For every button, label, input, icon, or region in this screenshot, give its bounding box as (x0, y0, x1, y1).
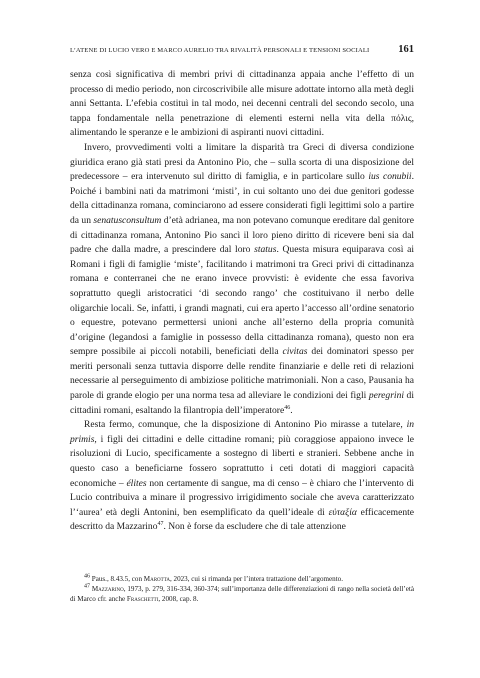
text-run: efficacemente descritto da Mazzarino (70, 506, 414, 533)
text-run: , i figli dei cittadini e delle cittadine romani; più coraggiose appaiono invece le risoluzioni di Lucio, specificamente a sostegno di liberti e stranieri. Sebbene anche in questo caso a beneficiarne fossero soprattutto i ceti dotati di maggiori capacità economiche – (70, 433, 414, 489)
author-name: Marotta (143, 575, 170, 583)
footnote-ref: 46 (284, 404, 291, 411)
italic-term: status (254, 244, 277, 256)
paragraph (70, 141, 414, 418)
text-run: senza così significativa di membri privi di cittadinanza appaia anche l’effetto di un processo di medio periodo, non circoscrivibile alle misure adottate intorno alla metà degli anni Settanta. L’efebia costituì in tal modo, nei decenni centrali del secondo secolo, una tappa fondamentale nella penetrazione di elementi esterni nella vita della πόλις, alimentando le speranze e le ambizioni di aspiranti nuovi cittadini. (70, 69, 414, 139)
italic-term: civitas (282, 346, 308, 358)
italic-term: in primis (70, 419, 414, 445)
text-run: . Poiché i bambini nati da matrimoni ‘misti’, in cui soltanto uno dei due genitori godesse della cittadinanza romana, cominciarono ad essere considerati figli legittimi solo a partire da un (70, 171, 414, 226)
italic-term: ius conubii (368, 171, 412, 183)
footnote-ref: 46 (84, 573, 90, 580)
paragraph (70, 68, 414, 141)
text-run: non certamente di sangue, ma di censo – è chiaro che l’intervento di Lucio contribuiva a minare il progressivo irrigidimento sociale che aveva caratterizzato l’‘aurea’ età degli Antonini, ben esemplificato da quell’ideale di (70, 477, 414, 518)
running-header (70, 44, 414, 55)
footnotes (70, 574, 414, 605)
text-run: Resta fermo, comunque, che la disposizione di Antonino Pio mirasse a tutelare, (84, 419, 407, 431)
footnote-ref: 47 (157, 521, 164, 528)
body-text (70, 68, 414, 535)
footnote (70, 584, 414, 604)
italic-term: élites (126, 477, 147, 489)
text-run: d’età adrianea, ma non potevano comunque ereditare dal genitore di cittadinanza romana, Antonino Pio sancì il loro pieno diritto di ricevere beni sia dal padre che dalla madre, a prescindere dal loro (70, 214, 414, 256)
footnote (70, 574, 414, 584)
text-run: dei dominatori spesso per meriti personali senza tuttavia disporre delle rendite finanziarie e delle reti di relazioni necessarie al perseguimento di ambiziose politiche matrimoniali. Non a caso, Pausania ha parole di grande elogio per una norma tesa ad alleviare le condizioni dei figli (70, 346, 414, 402)
paragraph (70, 418, 414, 535)
text-run: , 2023, cui si rimanda per l’intera trattazione dell’argomento. (169, 575, 343, 583)
text-run: . Non è forse da escludere che di tale attenzione (163, 521, 346, 533)
italic-term: peregrini (368, 390, 404, 402)
text-run: , 1973, p. 279, 316-334, 360-374; sull’importanza delle differenziazioni di rango nella società dell’età di Marco cfr. anche (70, 585, 414, 604)
page-number: 161 (398, 44, 414, 55)
text-run: Invero, provvedimenti volti a limitare la disparità tra Greci di diversa condizione giuridica erano già stati presi da Antonino Pio, che – sulla scorta di una disposizione del predecessore – era intervenuto sul diritto di famiglia, e in particolare sullo (70, 141, 414, 183)
author-name: Mazzarino (91, 585, 124, 594)
text-run: . Questa misura equiparava così ai Romani i figli di famiglie ‘miste’, facilitando i matrimoni tra Greci privi di cittadinanza romana e conterranei che ne erano invece provvisti: è evidente che essa favoriva soprattutto quegli aristocratici ‘di secondo rango’ che costituivano il nerbo delle oligarchie locali. Se, infatti, i grandi magnati, cui era aperto l’accesso all’ordine senatorio o equestre, potevano permettersi unioni anche all’esterno della propria comunità d’origine (legandosi a famiglie in possesso della cittadinanza romana), questo non era sempre possibile ai piccoli notabili, beneficiati della (70, 244, 414, 358)
author-name: Fraschetti (126, 595, 159, 604)
running-title: L’ATENE DI LUCIO VERO E MARCO AURELIO TRA RIVALITÀ PERSONALI E TENSIONI SOCIALI (70, 47, 370, 54)
italic-term: εὐταξία (328, 506, 357, 518)
footnote-ref: 47 (84, 583, 90, 590)
text-run: di cittadini romani, esaltando la filantropia dell’imperatore (70, 390, 414, 416)
italic-term: senatusconsultum (93, 214, 162, 226)
text-run: Paus., 8.43.5, con (90, 575, 144, 583)
text-run: . (290, 404, 293, 416)
text-run: , 2008, cap. 8. (158, 595, 199, 604)
